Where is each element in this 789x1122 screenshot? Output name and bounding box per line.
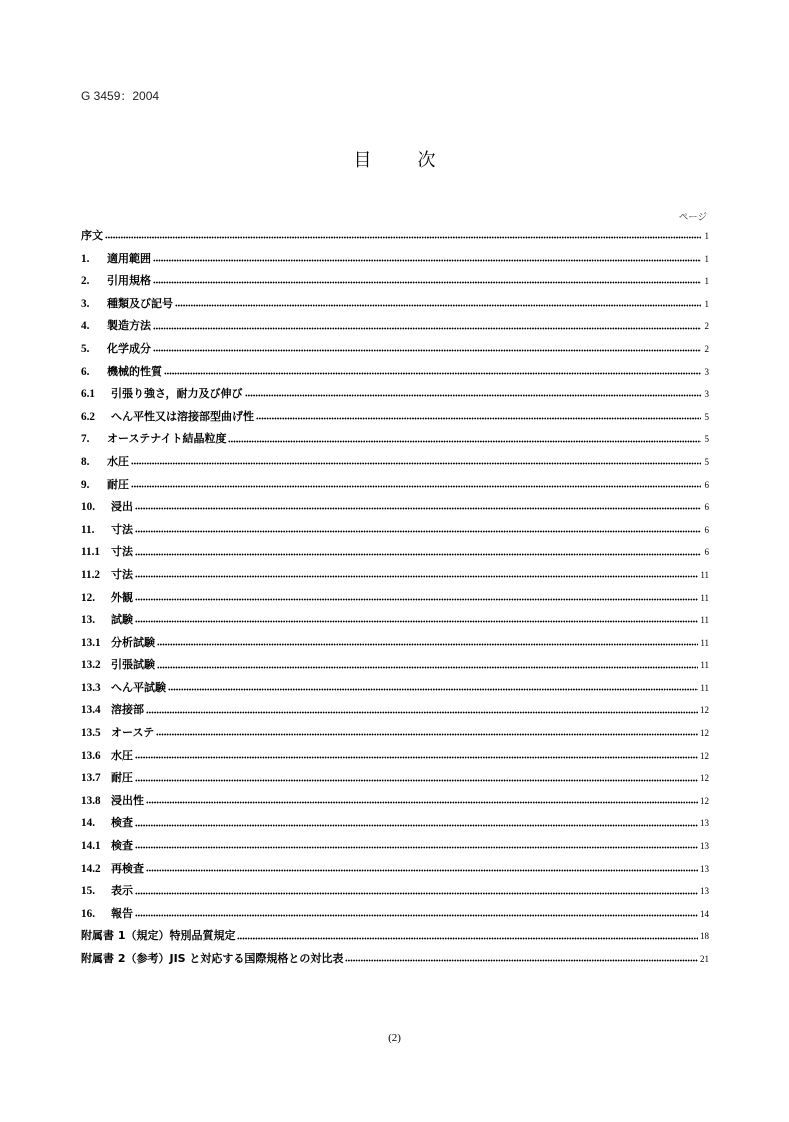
toc-entry-number: 13.1 bbox=[81, 636, 101, 649]
toc-entry[interactable] bbox=[81, 293, 707, 316]
toc-entry-number: 13.8 bbox=[81, 794, 101, 807]
toc-entry-number: 8. bbox=[81, 455, 90, 468]
toc-entry-page: 6 bbox=[704, 479, 709, 490]
toc-entry-page: 1 bbox=[704, 298, 709, 309]
dot-leader bbox=[153, 347, 701, 355]
toc-entry-label: 報告 bbox=[111, 906, 133, 920]
toc-entry-page: 12 bbox=[700, 705, 709, 716]
page-column-label: ページ bbox=[678, 212, 707, 223]
dot-leader bbox=[345, 957, 698, 965]
toc-entry-label: 引張試験 bbox=[111, 658, 155, 672]
toc-entry-page: 13 bbox=[700, 818, 709, 829]
toc-entry-page: 13 bbox=[700, 841, 709, 852]
toc-entry-label: 寸法 bbox=[111, 567, 133, 581]
toc-entry-label: へん平性又は溶接部型曲げ性 bbox=[111, 409, 254, 423]
dot-leader bbox=[156, 731, 698, 739]
toc-entry[interactable] bbox=[81, 925, 707, 948]
dot-leader bbox=[135, 776, 698, 784]
toc-entry-number: 14. bbox=[81, 817, 95, 830]
toc-entry-label: 附属書 1（規定）特別品質規定 bbox=[81, 929, 236, 943]
toc-entry-number: 15. bbox=[81, 885, 95, 898]
toc-entry-label: 試験 bbox=[111, 613, 133, 627]
dot-leader bbox=[146, 798, 698, 806]
toc-entry[interactable] bbox=[81, 541, 707, 564]
toc-entry-number: 14.2 bbox=[81, 862, 101, 875]
toc-entry[interactable] bbox=[81, 338, 707, 361]
toc-entry-page: 6 bbox=[704, 524, 709, 535]
toc-entry-number: 10. bbox=[81, 501, 95, 514]
toc-entry[interactable] bbox=[81, 564, 707, 587]
toc-entry[interactable] bbox=[81, 609, 707, 632]
dot-leader bbox=[135, 911, 698, 919]
footer-page-number: (2) bbox=[388, 1032, 401, 1044]
toc-entry-page: 5 bbox=[704, 456, 709, 467]
toc-entry-number: 16. bbox=[81, 907, 95, 920]
dot-leader bbox=[135, 550, 701, 558]
toc-entry[interactable] bbox=[81, 767, 707, 790]
toc-entry[interactable] bbox=[81, 383, 707, 406]
toc-entry-label: オーステナイト結晶粒度 bbox=[107, 432, 227, 446]
dot-leader bbox=[135, 595, 698, 603]
toc-entry[interactable] bbox=[81, 248, 707, 271]
toc-entry[interactable] bbox=[81, 880, 707, 903]
toc-entry-label: 寸法 bbox=[111, 545, 133, 559]
toc-entry-page: 2 bbox=[704, 343, 709, 354]
toc-entry-number: 13.2 bbox=[81, 659, 101, 672]
dot-leader bbox=[135, 618, 698, 626]
toc-entry-label: オーステ bbox=[111, 726, 155, 740]
toc-entry[interactable] bbox=[81, 790, 707, 813]
toc-entry-page: 5 bbox=[704, 411, 709, 422]
dot-leader bbox=[256, 414, 701, 422]
dot-leader bbox=[146, 708, 698, 716]
toc-entry[interactable] bbox=[81, 451, 707, 474]
toc-entry-page: 1 bbox=[704, 276, 709, 287]
toc-entry-page: 18 bbox=[700, 931, 709, 942]
toc-entry-number: 3. bbox=[81, 297, 90, 310]
toc-entry-number: 6.2 bbox=[81, 410, 95, 423]
toc-entry-number: 13. bbox=[81, 614, 95, 627]
toc-entry-number: 2. bbox=[81, 275, 90, 288]
toc-entry[interactable] bbox=[81, 812, 707, 835]
toc-entry-page: 1 bbox=[704, 253, 709, 264]
toc-entry-label: 溶接部 bbox=[111, 703, 144, 717]
toc-entry-label: 検査 bbox=[111, 839, 133, 853]
toc-entry[interactable] bbox=[81, 699, 707, 722]
dot-leader bbox=[135, 573, 698, 581]
toc-entry-page: 12 bbox=[700, 773, 709, 784]
dot-leader bbox=[245, 392, 701, 400]
dot-leader bbox=[131, 460, 701, 468]
document-code: G 3459：2004 bbox=[81, 89, 160, 103]
toc-entry-page: 11 bbox=[700, 682, 709, 693]
dot-leader bbox=[131, 482, 701, 490]
toc-entry-number: 13.7 bbox=[81, 772, 101, 785]
toc-entry-number: 11. bbox=[81, 523, 95, 536]
toc-entry-number: 6.1 bbox=[81, 388, 95, 401]
toc-entry[interactable] bbox=[81, 496, 707, 519]
table-of-contents bbox=[81, 225, 707, 971]
toc-entry[interactable] bbox=[81, 474, 707, 497]
toc-entry-label: 耐圧 bbox=[107, 477, 129, 491]
toc-entry-number: 12. bbox=[81, 591, 95, 604]
toc-entry-page: 3 bbox=[704, 389, 709, 400]
dot-leader bbox=[157, 663, 698, 671]
toc-entry-page: 3 bbox=[704, 366, 709, 377]
toc-entry-number: 13.5 bbox=[81, 727, 101, 740]
dot-leader bbox=[135, 889, 698, 897]
toc-entry-number: 13.3 bbox=[81, 681, 101, 694]
toc-entry-label: 再検査 bbox=[111, 861, 144, 875]
dot-leader bbox=[135, 821, 698, 829]
toc-entry-number: 7. bbox=[81, 433, 90, 446]
dot-leader bbox=[135, 844, 698, 852]
toc-entry-page: 5 bbox=[704, 434, 709, 445]
toc-entry-label: 表示 bbox=[111, 884, 133, 898]
toc-entry-label: 外観 bbox=[111, 590, 133, 604]
toc-entry-number: 14.1 bbox=[81, 840, 101, 853]
toc-entry-label: 機械的性質 bbox=[107, 364, 162, 378]
toc-entry-number: 11.2 bbox=[81, 568, 100, 581]
toc-entry-label: 検査 bbox=[111, 816, 133, 830]
toc-entry-number: 4. bbox=[81, 320, 90, 333]
toc-entry-page: 6 bbox=[704, 502, 709, 513]
toc-entry-page: 11 bbox=[700, 569, 709, 580]
toc-entry-label: 水圧 bbox=[107, 454, 129, 468]
toc-entry-label: 浸出 bbox=[111, 500, 133, 514]
toc-entry-label: 製造方法 bbox=[107, 319, 151, 333]
toc-entry-page: 13 bbox=[700, 886, 709, 897]
toc-entry[interactable] bbox=[81, 632, 707, 655]
toc-entry-label: 引用規格 bbox=[107, 274, 151, 288]
dot-leader bbox=[175, 301, 701, 309]
dot-leader bbox=[135, 753, 698, 761]
toc-entry-page: 11 bbox=[700, 660, 709, 671]
toc-entry-page: 14 bbox=[700, 908, 709, 919]
dot-leader bbox=[164, 369, 701, 377]
dot-leader bbox=[135, 505, 701, 513]
toc-entry[interactable] bbox=[81, 858, 707, 881]
toc-entry[interactable] bbox=[81, 722, 707, 745]
toc-entry[interactable] bbox=[81, 903, 707, 926]
dot-leader bbox=[168, 685, 698, 693]
toc-entry-page: 11 bbox=[700, 592, 709, 603]
toc-entry-label: 附属書 2（参考）JIS と対応する国際規格との対比表 bbox=[81, 952, 344, 965]
toc-entry-label: 水圧 bbox=[111, 748, 133, 762]
toc-entry-number: 11.1 bbox=[81, 546, 100, 559]
toc-entry[interactable] bbox=[81, 428, 707, 451]
toc-entry[interactable] bbox=[81, 835, 707, 858]
toc-entry[interactable] bbox=[81, 406, 707, 429]
dot-leader bbox=[146, 866, 698, 874]
dot-leader bbox=[105, 234, 701, 242]
toc-entry-number: 9. bbox=[81, 478, 90, 491]
toc-entry-label: へん平試験 bbox=[111, 680, 166, 694]
toc-entry[interactable] bbox=[81, 948, 707, 971]
toc-entry-page: 13 bbox=[700, 863, 709, 874]
toc-entry-label: 寸法 bbox=[111, 522, 133, 536]
toc-entry-label: 耐圧 bbox=[111, 771, 133, 785]
dot-leader bbox=[153, 256, 701, 264]
dot-leader bbox=[237, 934, 698, 942]
toc-entry-page: 2 bbox=[704, 321, 709, 332]
toc-entry-page: 11 bbox=[700, 637, 709, 648]
toc-entry-label: 適用範囲 bbox=[107, 251, 151, 265]
toc-entry-page: 21 bbox=[700, 954, 709, 964]
dot-leader bbox=[135, 527, 701, 535]
toc-entry-number: 1. bbox=[81, 252, 90, 265]
dot-leader bbox=[228, 437, 701, 445]
toc-entry-label: 化学成分 bbox=[107, 341, 151, 355]
toc-entry[interactable] bbox=[81, 270, 707, 293]
dot-leader bbox=[153, 324, 701, 332]
toc-entry-page: 6 bbox=[704, 547, 709, 558]
toc-entry-page: 12 bbox=[700, 728, 709, 739]
dot-leader bbox=[153, 279, 701, 287]
toc-entry[interactable] bbox=[81, 225, 707, 248]
toc-entry-page: 11 bbox=[700, 615, 709, 626]
toc-entry-number: 5. bbox=[81, 342, 90, 355]
toc-entry-page: 12 bbox=[700, 795, 709, 806]
toc-entry[interactable] bbox=[81, 654, 707, 677]
toc-entry[interactable] bbox=[81, 519, 707, 542]
toc-entry[interactable] bbox=[81, 315, 707, 338]
toc-entry-number: 6. bbox=[81, 365, 90, 378]
toc-entry-label: 種類及び記号 bbox=[107, 296, 173, 310]
toc-entry[interactable] bbox=[81, 745, 707, 768]
toc-entry-page: 1 bbox=[704, 231, 709, 241]
toc-entry-label: 引張り強さ，耐力及び伸び bbox=[111, 387, 243, 401]
toc-entry[interactable] bbox=[81, 361, 707, 384]
toc-entry-number: 13.6 bbox=[81, 749, 101, 762]
page-title: 目 次 bbox=[353, 150, 450, 171]
toc-entry-label: 浸出性 bbox=[111, 793, 144, 807]
toc-entry-label: 分析試験 bbox=[111, 635, 155, 649]
toc-entry[interactable] bbox=[81, 587, 707, 610]
toc-entry-page: 12 bbox=[700, 750, 709, 761]
toc-entry-number: 13.4 bbox=[81, 704, 101, 717]
toc-entry[interactable] bbox=[81, 677, 707, 700]
dot-leader bbox=[157, 640, 698, 648]
toc-entry-label: 序文 bbox=[81, 229, 103, 242]
